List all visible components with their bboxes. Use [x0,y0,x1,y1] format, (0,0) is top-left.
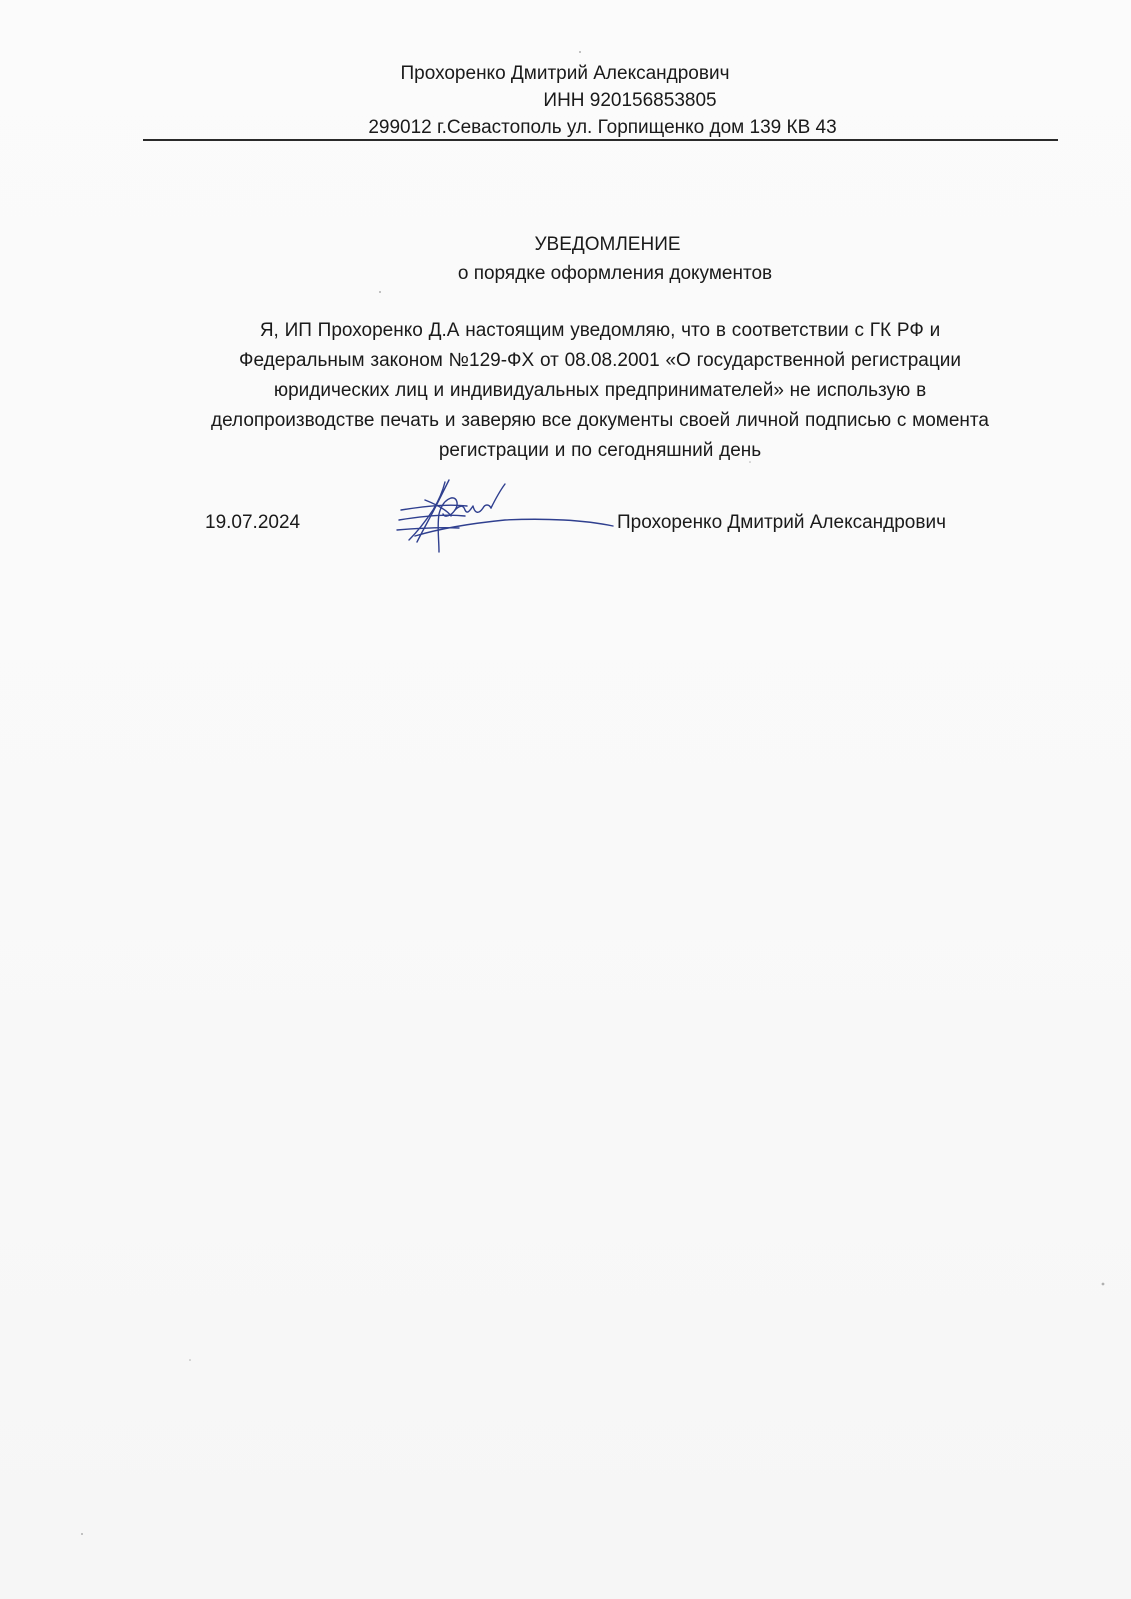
letterhead-name: Прохоренко Дмитрий Александрович [400,63,730,84]
notice-line: Федеральным законом №129-ФХ от 08.08.2001 «О государственной регистрации [239,350,961,371]
handwritten-signature [395,470,615,565]
signer-name: Прохоренко Дмитрий Александрович [617,512,946,533]
signature-strokes [397,480,613,552]
notice-line: регистрации и по сегодняшний день [438,440,762,461]
letterhead-divider [143,139,1058,141]
document-subtitle: о порядке оформления документов [457,263,773,284]
document-title: УВЕДОМЛЕНИЕ [534,234,681,255]
letterhead-inn: ИНН 920156853805 [543,90,717,111]
letterhead [145,60,1055,141]
notice-line: Я, ИП Прохоренко Д.А настоящим уведомляю, что в соответствии с ГК РФ и [259,320,941,341]
notice-body [145,316,1055,466]
document-title-block [145,230,1055,288]
signature-date: 19.07.2024 [205,512,301,533]
notice-line: юридических лиц и индивидуальных предпринимателей» не использую в [273,380,927,401]
letterhead-address: 299012 г.Севастополь ул. Горпищенко дом 139 КВ 43 [368,117,837,138]
notice-line: делопроизводстве печать и заверяю все документы своей личной подписью с момента [211,410,989,431]
